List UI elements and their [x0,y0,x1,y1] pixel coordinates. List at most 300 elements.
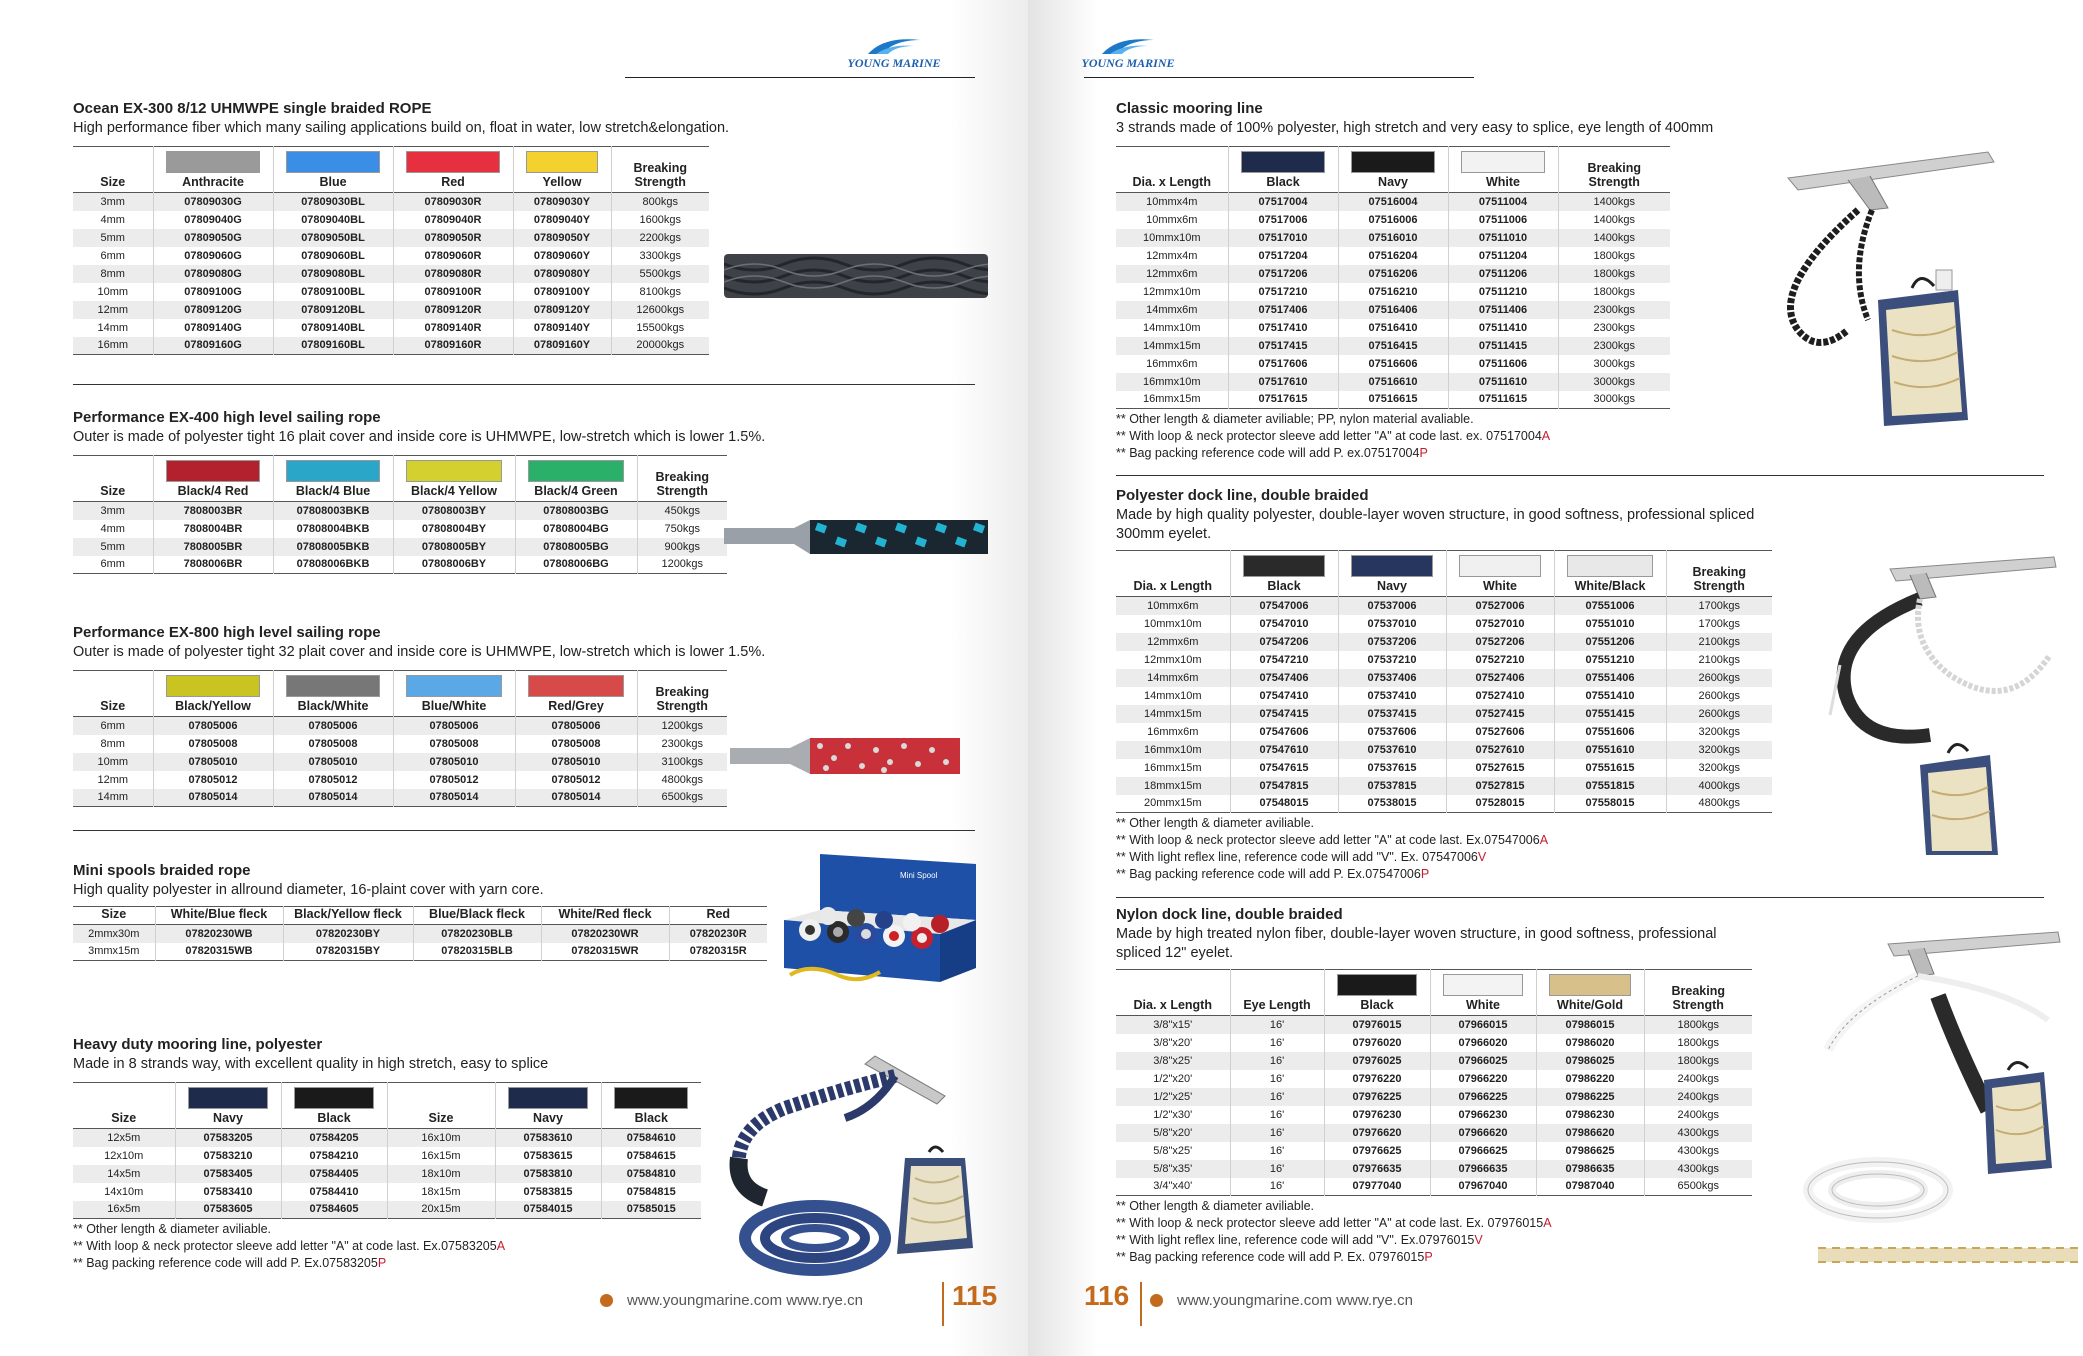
column-header [393,456,515,502]
section-divider [1116,897,2044,898]
table-cell: 07537206 [1338,633,1446,651]
table-cell: 07808006BG [515,556,637,574]
table-cell: 07808006BY [393,556,515,574]
table-row [1116,1070,1752,1088]
column-header [1116,970,1230,1016]
color-swatch [1443,974,1523,996]
table-cell: 07809120G [153,301,273,319]
product-table [1116,146,1670,409]
table-cell: 16mmx6m [1146,357,1198,370]
table-cell: 10mmx10m [1144,617,1202,630]
table-cell: 3mmx15m [88,945,140,958]
table-cell: 07516606 [1338,355,1448,373]
table-cell: 07809100R [393,283,513,301]
table-row [1116,1142,1752,1160]
column-header [515,456,637,502]
column-header-label: Anthracite [182,175,244,189]
ex800-section [73,624,765,807]
table-cell: 14mmx10m [1143,321,1201,334]
table-cell: 1200kgs [637,717,727,735]
column-header [1230,970,1324,1016]
table-cell: 07808005BY [393,538,515,556]
table-cell: 07537010 [1338,615,1446,633]
table-cell: 07809040BL [273,211,393,229]
table-cell: 4300kgs [1644,1160,1752,1178]
table-row [1116,301,1670,319]
table-cell: 12mmx10m [1144,653,1202,666]
column-header [1116,147,1228,193]
column-header [281,1083,387,1129]
table-row [73,925,767,943]
table-cell: 16' [1230,1016,1324,1034]
column-header [1644,970,1752,1016]
table-cell: 07584410 [281,1183,387,1201]
column-header-label: Breaking Strength [633,161,687,189]
table-header-row [1116,147,1670,193]
table-cell: 2200kgs [611,229,709,247]
table-cell: 07551406 [1554,669,1666,687]
table-cell: 07583410 [175,1183,281,1201]
footnote-suffix-letter: P [1424,1250,1433,1264]
table-cell: 07583815 [495,1183,601,1201]
color-swatch [614,1087,688,1109]
table-cell: 10mmx6m [1146,213,1198,226]
table-cell: 07808004BG [515,520,637,538]
table-cell: 07809140R [393,319,513,337]
table-cell: 07820230R [669,925,767,943]
table-cell: 07966620 [1430,1124,1536,1142]
page-number-bar [942,1282,944,1326]
table-cell: 14x10m [104,1185,144,1198]
column-header [541,907,669,925]
color-swatch [166,675,260,697]
column-header-label: Black/Yellow fleck [294,907,402,921]
table-cell: 16mmx10m [1116,373,1228,391]
color-swatch [294,1087,374,1109]
column-header-label: Blue/White [421,699,487,713]
table-cell: 07966025 [1430,1052,1536,1070]
column-header-label: Black/Yellow [175,699,251,713]
color-swatch [1567,555,1653,577]
table-cell: 07966625 [1430,1142,1536,1160]
table-cell: 07809060G [153,247,273,265]
footer-web [600,1292,863,1309]
table-cell: 07820230BY [283,925,413,943]
table-cell: 1800kgs [1558,265,1670,283]
footnote [73,1221,701,1238]
table-cell: 07516615 [1338,391,1448,409]
table-cell: 3/4"x40' [1153,1180,1193,1193]
footnote [1116,428,1713,445]
table-cell: 07805012 [273,771,393,789]
table-cell: 07809100G [153,283,273,301]
table-cell: 07517206 [1228,265,1338,283]
table-cell: 07820315R [669,943,767,961]
table-cell: 07809040R [393,211,513,229]
color-swatch [188,1087,268,1109]
table-cell: 2300kgs [1558,319,1670,337]
table-cell: 3/8"x20' [1153,1036,1193,1049]
table-cell: 07809140G [153,319,273,337]
table-row [73,520,727,538]
table-cell: 07583405 [175,1165,281,1183]
table-cell: 6mm [73,717,153,735]
table-cell: 07809050BL [273,229,393,247]
section-description: Outer is made of polyester tight 16 plait cover and inside core is UHMWPE, low-stretch which is lower 1.5%. [73,429,766,445]
column-header-label: Black/4 Yellow [411,484,497,498]
section-title: Performance EX-800 high level sailing rope [73,624,381,641]
table-row [1116,319,1670,337]
table-cell: 07584015 [495,1201,601,1219]
table-cell: 07805014 [153,789,273,807]
footnote-suffix-letter: P [1419,446,1428,460]
table-cell: 07809040Y [513,211,611,229]
table-cell: 07528015 [1446,795,1554,813]
table-cell: 10mm [73,753,153,771]
table-cell: 07584405 [281,1165,387,1183]
footnote [1116,849,1772,866]
wave-logo-icon [864,34,924,56]
table-cell: 07527410 [1446,687,1554,705]
table-cell: 07987040 [1536,1178,1644,1196]
table-cell: 07986025 [1536,1052,1644,1070]
section-title: Nylon dock line, double braided [1116,906,1343,923]
table-cell: 3mm [73,502,153,520]
table-cell: 07527406 [1446,669,1554,687]
column-header-label: White/Blue fleck [170,907,268,921]
table-row [1116,1160,1752,1178]
table-cell: 14mmx15m [1116,705,1230,723]
table-row [1116,795,1772,813]
table-cell: 14mmx6m [1116,669,1230,687]
table-cell: 07809080BL [273,265,393,283]
table-cell: 16' [1230,1070,1324,1088]
column-header [73,147,153,193]
column-header [73,907,155,925]
column-header-label: Dia. x Length [1132,175,1211,189]
page-number: 116 [1084,1280,1130,1311]
table-row [1116,1016,1752,1034]
table-cell: 12mm [73,301,153,319]
section-description: 3 strands made of 100% polyester, high stretch and very easy to splice, eye length of 400mm [1116,120,1714,136]
table-cell: 07527415 [1446,705,1554,723]
table-cell: 07809100BL [273,283,393,301]
table-cell: 07976020 [1324,1034,1430,1052]
classic-mooring-section [1116,100,1713,462]
product-table [73,906,767,961]
table-cell: 07808005BKB [273,538,393,556]
column-header [155,907,283,925]
table-cell: 16mm [73,337,153,355]
table-cell: 5/8"x25' [1153,1144,1193,1157]
table-cell: 07527606 [1446,723,1554,741]
section-title: Performance EX-400 high level sailing rope [73,409,381,426]
column-header [601,1083,701,1129]
section-divider [1116,475,2044,476]
section-title: Polyester dock line, double braided [1116,487,1369,504]
table-row [73,265,709,283]
table-cell: 07976620 [1324,1124,1430,1142]
table-cell: 16mmx6m [1147,725,1199,738]
column-header-label: Yellow [542,175,582,189]
table-cell: 07516204 [1338,247,1448,265]
table-cell: 07808004BKB [273,520,393,538]
column-header [1558,147,1670,193]
column-header [153,456,273,502]
table-row [1116,777,1772,795]
table-cell: 3000kgs [1558,391,1670,409]
table-row [1116,1088,1752,1106]
table-cell: 07966015 [1430,1016,1536,1034]
footnote [73,1238,701,1255]
table-row [73,1129,701,1147]
footnote [73,1255,701,1272]
table-cell: 5/8"x20' [1116,1124,1230,1142]
footnote [1116,815,1772,832]
table-cell: 10mmx10m [1116,229,1228,247]
table-cell: 07511004 [1448,193,1558,211]
table-cell: 07805006 [515,717,637,735]
table-cell: 07547410 [1230,687,1338,705]
table-cell: 12mmx10m [1143,285,1201,298]
column-header-label: Red [441,175,465,189]
footnote [1116,832,1772,849]
footnotes [73,1221,701,1272]
column-header [1228,147,1338,193]
table-cell: 07511206 [1448,265,1558,283]
table-cell: 1700kgs [1666,615,1772,633]
table-cell: 07511406 [1448,301,1558,319]
table-row [73,247,709,265]
table-header-row [73,147,709,193]
table-cell: 16' [1230,1142,1324,1160]
table-cell: 07537606 [1338,723,1446,741]
table-row [1116,633,1772,651]
color-swatch [406,151,500,173]
table-cell: 07809140BL [273,319,393,337]
table-cell: 07584205 [281,1129,387,1147]
table-cell: 07820315BY [283,943,413,961]
table-cell: 07820315BLB [413,943,541,961]
table-row [1116,1052,1752,1070]
table-row [73,229,709,247]
column-header [1666,551,1772,597]
table-cell: 12mm [97,773,129,786]
table-cell: 07537210 [1338,651,1446,669]
table-cell: 07583615 [495,1147,601,1165]
footer-web [1150,1292,1413,1309]
table-cell: 07820230WB [155,925,283,943]
table-cell: 12x10m [104,1149,144,1162]
table-cell: 07976625 [1324,1142,1430,1160]
table-cell: 6500kgs [1644,1178,1752,1196]
table-cell: 07516610 [1338,373,1448,391]
table-cell: 07547615 [1230,759,1338,777]
column-header [283,907,413,925]
color-swatch [1461,151,1545,173]
table-cell: 07547610 [1230,741,1338,759]
footnote [1116,866,1772,883]
table-cell: 07805010 [153,753,273,771]
table-cell: 07976220 [1324,1070,1430,1088]
table-cell: 2600kgs [1666,705,1772,723]
column-header [73,456,153,502]
table-cell: 12mmx6m [1116,265,1228,283]
table-row [73,301,709,319]
table-cell: 07517406 [1228,301,1338,319]
table-cell: 07547210 [1230,651,1338,669]
rope-photo-ex300 [724,250,988,307]
table-cell: 07808006BKB [273,556,393,574]
column-header [1230,551,1338,597]
table-cell: 07583605 [175,1201,281,1219]
footnote [1116,411,1713,428]
product-table [1116,550,1772,813]
table-row [73,211,709,229]
nylon-dock-photo [1788,930,2078,1270]
footnote-text: ** Other length & diameter aviliable. [1116,1199,1315,1213]
column-header [1430,970,1536,1016]
table-cell: 16x15m [387,1147,495,1165]
footnote-text: ** Bag packing reference code will add P. ex.07517004 [1116,446,1420,460]
table-cell: 07966020 [1430,1034,1536,1052]
table-cell: 07551210 [1554,651,1666,669]
table-cell: 1600kgs [611,211,709,229]
table-cell: 07547406 [1230,669,1338,687]
table-cell: 7808005BR [153,538,273,556]
table-row [1116,283,1670,301]
table-cell: 07516210 [1338,283,1448,301]
column-header [273,671,393,717]
table-cell: 6500kgs [637,789,727,807]
table-cell: 7808006BR [153,556,273,574]
table-cell: 07809120Y [513,301,611,319]
table-cell: 07551815 [1554,777,1666,795]
color-swatch [1337,974,1417,996]
table-cell: 07820315WR [541,943,669,961]
table-cell: 2100kgs [1666,651,1772,669]
color-swatch [528,460,624,482]
footnote-suffix-letter: A [1543,1216,1552,1230]
table-cell: 2300kgs [1558,301,1670,319]
table-row [73,1165,701,1183]
header-rule [625,77,975,78]
table-cell: 1/2"x30' [1153,1108,1193,1121]
table-cell: 07805012 [153,771,273,789]
table-cell: 07548015 [1230,795,1338,813]
table-cell: 7808003BR [153,502,273,520]
mini-spools-box-photo [780,850,980,990]
column-header [393,671,515,717]
globe-icon [1150,1294,1163,1307]
table-cell: 07551010 [1554,615,1666,633]
product-table [73,1082,701,1219]
footnote-suffix-letter: A [1541,429,1551,443]
table-cell: 1400kgs [1558,229,1670,247]
table-cell: 1800kgs [1558,247,1670,265]
table-cell: 2mmx30m [73,925,155,943]
table-cell: 7808004BR [153,520,273,538]
table-cell: 10mm [97,285,129,298]
table-cell: 3300kgs [611,247,709,265]
table-cell: 07805010 [393,753,515,771]
table-cell: 07809120R [393,301,513,319]
table-cell: 8mm [73,265,153,283]
table-cell: 07805014 [515,789,637,807]
table-cell: 2400kgs [1644,1106,1752,1124]
table-cell: 07986230 [1536,1106,1644,1124]
footnote-text: ** With loop & neck protector sleeve add letter "A" at code last. Ex.07583205 [73,1239,497,1253]
table-cell: 07583210 [175,1147,281,1165]
table-cell: 07808003BG [515,502,637,520]
table-row [73,502,727,520]
column-header-label: White/Red fleck [558,907,652,921]
table-cell: 07517415 [1228,337,1338,355]
table-cell: 07583810 [495,1165,601,1183]
column-header-label: Black [634,1111,668,1125]
column-header-label: Dia. x Length [1133,998,1212,1012]
section-description: Outer is made of polyester tight 32 plait cover and inside core is UHMWPE, low-stretch which is lower 1.5%. [73,644,766,660]
table-row [1116,651,1772,669]
footnote-text: ** Bag packing reference code will add P. Ex. 07976015 [1116,1250,1425,1264]
color-swatch [166,151,260,173]
table-cell: 07809080Y [513,265,611,283]
table-cell: 07516010 [1338,229,1448,247]
table-cell: 07537615 [1338,759,1446,777]
section-description: High quality polyester in allround diameter, 16-plaint cover with yarn core. [73,882,544,898]
column-header [1446,551,1554,597]
table-cell: 16' [1230,1052,1324,1070]
table-cell: 750kgs [637,520,727,538]
footnote-suffix-letter: A [496,1239,506,1253]
column-header [669,907,767,925]
color-swatch [286,151,380,173]
table-cell: 2300kgs [637,735,727,753]
section-title: Mini spools braided rope [73,862,251,879]
polyester-dock-section [1116,487,1772,883]
column-header-label: Size [101,907,127,921]
table-header-row [1116,970,1752,1016]
table-cell: 3100kgs [637,753,727,771]
table-cell: 12600kgs [611,301,709,319]
table-cell: 6mm [100,249,125,262]
table-cell: 07584210 [281,1147,387,1165]
column-header-label: Black [317,1111,351,1125]
table-cell: 07805008 [515,735,637,753]
product-table [73,455,727,574]
table-cell: 3200kgs [1666,741,1772,759]
header-rule [1084,77,1474,78]
table-cell: 07809050G [153,229,273,247]
table-cell: 07547010 [1230,615,1338,633]
table-cell: 4000kgs [1666,777,1772,795]
table-cell: 07516006 [1338,211,1448,229]
footnote-suffix-letter: A [1539,833,1549,847]
page-number: 115 [952,1280,998,1311]
table-cell: 07966635 [1430,1160,1536,1178]
footnote-text: ** With loop & neck protector sleeve add letter "A" at code last. Ex.07547006 [1116,833,1540,847]
table-cell: 800kgs [611,193,709,211]
table-cell: 1/2"x25' [1116,1088,1230,1106]
table-cell: 12x5m [73,1129,175,1147]
table-row [73,538,727,556]
column-header [1554,551,1666,597]
column-header [1448,147,1558,193]
footnote [1116,1232,1756,1249]
column-header [387,1083,495,1129]
ex400-section [73,409,765,574]
table-cell: 1800kgs [1644,1052,1752,1070]
